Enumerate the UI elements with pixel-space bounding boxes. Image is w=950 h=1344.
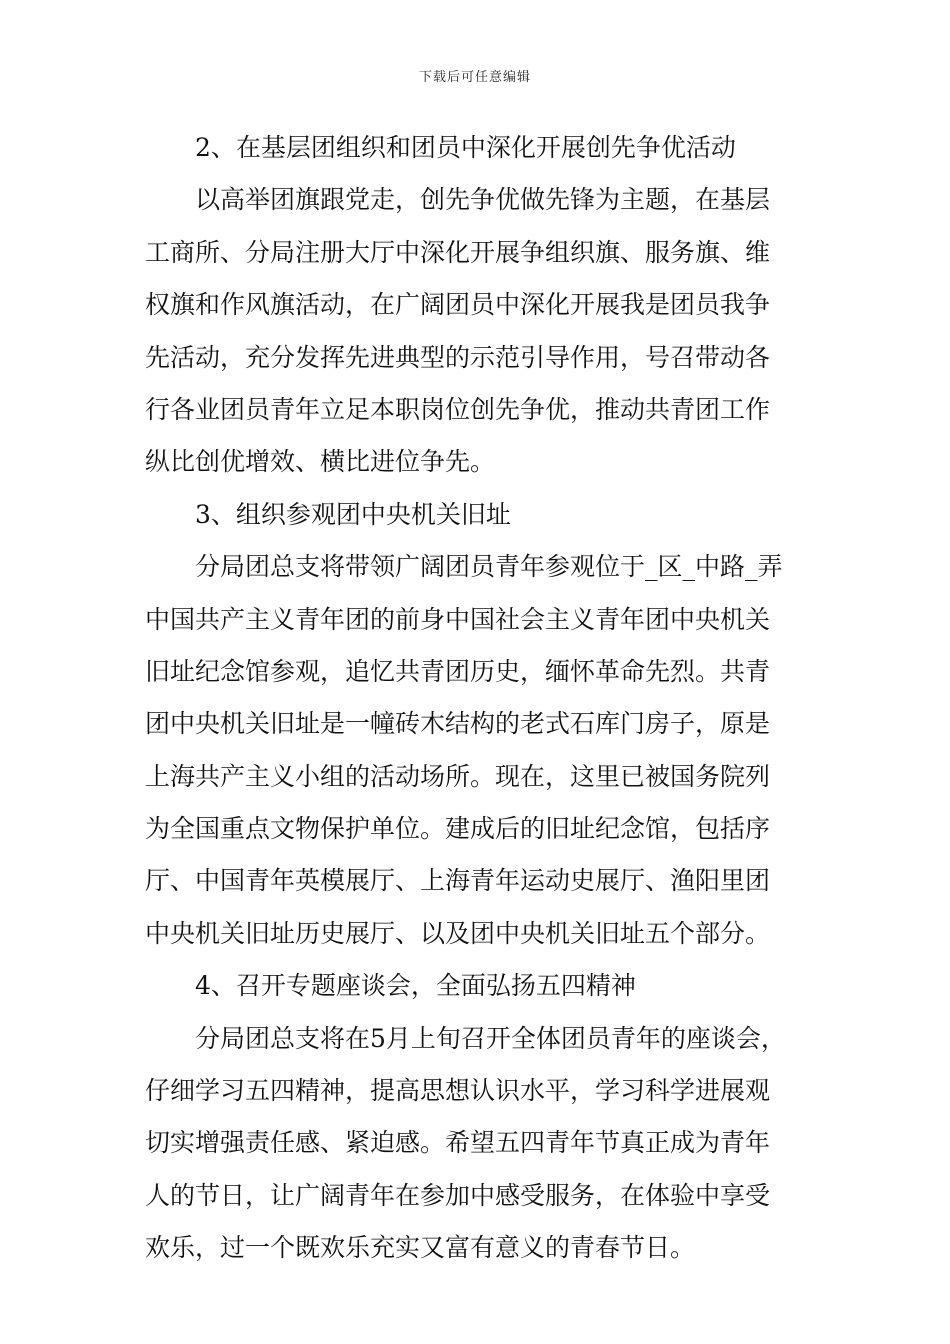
text-line: 中国共产主义青年团的前身中国社会主义青年团中央机关	[145, 604, 771, 634]
text-line: 以高举团旗跟党走，创先争优做先锋为主题，在基层	[195, 185, 771, 215]
text-line: 为全国重点文物保护单位。建成后的旧址纪念馆，包括序	[145, 814, 771, 844]
text-line: 上海共产主义小组的活动场所。现在，这里已被国务院列	[145, 761, 771, 791]
text-line: 旧址纪念馆参观，追忆共青团历史，缅怀革命先烈。共青	[145, 656, 771, 686]
text-line: 4、召开专题座谈会，全面弘扬五四精神	[195, 971, 636, 1001]
text-line: 仔细学习五四精神，提高思想认识水平，学习科学进展观	[145, 1076, 771, 1106]
text-line: 权旗和作风旗活动，在广阔团员中深化开展我是团员我争	[145, 290, 771, 320]
text-line: 纵比创优增效、横比进位争先。	[145, 447, 496, 477]
text-line: 团中央机关旧址是一幢砖木结构的老式石库门房子，原是	[145, 709, 771, 739]
text-line: 行各业团员青年立足本职岗位创先争优，推动共青团工作	[145, 394, 771, 424]
text-line: 3、组织参观团中央机关旧址	[195, 499, 511, 529]
text-line: 分局团总支将带领广阔团员青年参观位于_区_中路_弄	[195, 552, 783, 582]
text-line: 切实增强责任感、紧迫感。希望五四青年节真正成为青年	[145, 1128, 771, 1158]
text-line: 人的节日，让广阔青年在参加中感受服务，在体验中享受	[145, 1180, 771, 1210]
text-line: 2、在基层团组织和团员中深化开展创先争优活动	[195, 133, 736, 162]
text-line: 先活动，充分发挥先进典型的示范引导作用，号召带动各	[145, 342, 771, 372]
text-line: 厅、中国青年英模展厅、上海青年运动史展厅、渔阳里团	[145, 866, 771, 896]
text-line: 工商所、分局注册大厅中深化开展争组织旗、服务旗、维	[145, 237, 771, 267]
document-body	[145, 122, 815, 1275]
page-header: 下载后可任意编辑	[418, 70, 531, 85]
text-line: 中央机关旧址历史展厅、以及团中央机关旧址五个部分。	[145, 918, 771, 948]
text-line: 分局团总支将在5月上旬召开全体团员青年的座谈会，	[195, 1023, 786, 1053]
text-line: 欢乐，过一个既欢乐充实又富有意义的青春节日。	[145, 1233, 696, 1263]
